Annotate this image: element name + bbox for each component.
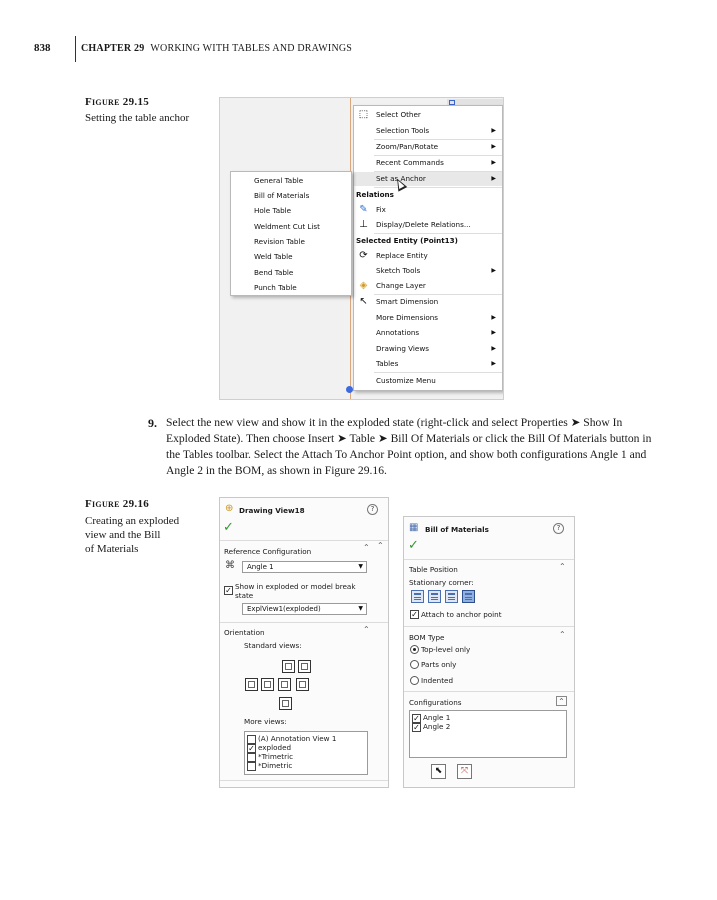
menu-item-sketch-tools[interactable]: Sketch Tools ▶ bbox=[354, 264, 502, 278]
menu-separator bbox=[374, 372, 502, 373]
divider bbox=[220, 622, 388, 623]
chevron-right-icon: ▶ bbox=[491, 159, 496, 166]
fix-icon: ✎ bbox=[359, 204, 368, 215]
bom-icon: ▦ bbox=[409, 522, 419, 533]
figure-label: Figure 29.15 bbox=[85, 96, 150, 108]
configuration-icon: ⌘ bbox=[225, 560, 235, 571]
divider bbox=[404, 691, 574, 692]
view-front-button[interactable] bbox=[282, 660, 295, 673]
bill-of-materials-panel bbox=[403, 516, 575, 788]
config-item: Angle 2 bbox=[423, 722, 451, 731]
config-checkbox-angle-1[interactable]: ✓ bbox=[413, 714, 420, 723]
chevron-right-icon: ▶ bbox=[491, 127, 496, 134]
menu-item-set-as-anchor[interactable]: Set as Anchor ▶ bbox=[354, 172, 502, 186]
corner-bottom-left-button[interactable] bbox=[445, 590, 458, 603]
chevron-right-icon: ▶ bbox=[491, 345, 496, 352]
standard-views-label: Standard views: bbox=[244, 641, 302, 650]
chevron-right-icon: ▶ bbox=[491, 329, 496, 336]
collapse-chevron-icon[interactable]: ⌃ bbox=[363, 543, 370, 552]
menu-item-display-delete-relations[interactable]: ⊥ Display/Delete Relations... bbox=[354, 218, 502, 232]
menu-item-fix[interactable]: ✎ Fix bbox=[354, 203, 502, 217]
smart-dimension-icon: ↖ bbox=[359, 296, 368, 307]
page-number: 838 bbox=[34, 42, 51, 54]
step-number: 9. bbox=[148, 416, 157, 430]
submenu-item-revision-table[interactable]: Revision Table bbox=[254, 237, 305, 246]
corner-bottom-right-button[interactable] bbox=[462, 590, 475, 603]
view-back-button[interactable] bbox=[279, 697, 292, 710]
attach-anchor-checkbox[interactable]: ✓ bbox=[411, 610, 418, 619]
collapse-chevron-icon[interactable]: ⌃ bbox=[363, 625, 370, 634]
ok-check-icon[interactable]: ✓ bbox=[223, 520, 234, 535]
menu-item-zoom-pan-rotate[interactable]: Zoom/Pan/Rotate ▶ bbox=[354, 140, 502, 154]
chevron-right-icon: ▶ bbox=[491, 360, 496, 367]
more-view-item: exploded bbox=[258, 743, 292, 752]
help-icon[interactable]: ? bbox=[553, 523, 564, 534]
menu-item-more-dimensions[interactable]: More Dimensions ▶ bbox=[354, 311, 502, 325]
divider bbox=[404, 626, 574, 627]
divider bbox=[220, 540, 388, 541]
submenu-item-bend-table[interactable]: Bend Table bbox=[254, 268, 294, 277]
help-icon[interactable]: ? bbox=[367, 504, 378, 515]
menu-item-drawing-views[interactable]: Drawing Views ▶ bbox=[354, 342, 502, 356]
chevron-right-icon: ▶ bbox=[491, 267, 496, 274]
menu-item-change-layer[interactable]: ◈ Change Layer bbox=[354, 279, 502, 293]
section-orientation: Orientation bbox=[224, 628, 265, 637]
corner-top-right-button[interactable] bbox=[428, 590, 441, 603]
radio-parts-only[interactable] bbox=[410, 660, 419, 669]
more-view-item: *Dimetric bbox=[258, 761, 293, 770]
stationary-corner-label: Stationary corner: bbox=[409, 578, 474, 587]
menu-section-selected-entity: Selected Entity (Point13) bbox=[356, 236, 458, 245]
more-views-label: More views: bbox=[244, 717, 287, 726]
menu-item-select-other[interactable]: ⬚ Select Other bbox=[358, 109, 421, 120]
configurations-list bbox=[409, 710, 567, 758]
scroll-up-icon[interactable]: ⌃ bbox=[377, 541, 384, 550]
ok-check-icon[interactable]: ✓ bbox=[408, 538, 419, 553]
anchor-point-handle[interactable] bbox=[346, 386, 353, 393]
set-anchor-screenshot bbox=[219, 97, 504, 400]
collapse-chevron-icon[interactable]: ⌃ bbox=[559, 562, 566, 571]
submenu-item-punch-table[interactable]: Punch Table bbox=[254, 283, 297, 292]
collapse-chevron-icon[interactable]: ⌃ bbox=[559, 630, 566, 639]
radio-label: Indented bbox=[421, 676, 454, 685]
attach-anchor-label: Attach to anchor point bbox=[421, 610, 502, 619]
panel-title: Drawing View18 bbox=[239, 506, 305, 515]
menu-item-smart-dimension[interactable]: ↖ Smart Dimension bbox=[354, 295, 502, 309]
divider bbox=[404, 559, 574, 560]
figure-caption: Setting the table anchor bbox=[85, 112, 190, 124]
more-view-checkbox[interactable] bbox=[247, 735, 256, 744]
view-right-button[interactable] bbox=[278, 678, 291, 691]
chevron-right-icon: ▶ bbox=[491, 175, 496, 182]
submenu-item-hole-table[interactable]: Hole Table bbox=[254, 206, 292, 215]
more-view-item: (A) Annotation View 1 bbox=[258, 734, 337, 743]
section-configurations: Configurations bbox=[409, 698, 462, 707]
view-top-button[interactable] bbox=[261, 678, 274, 691]
chapter-label: CHAPTER 29 bbox=[81, 43, 145, 54]
submenu-item-general-table[interactable]: General Table bbox=[254, 176, 304, 185]
panel-title: Bill of Materials bbox=[425, 525, 489, 534]
context-menu bbox=[353, 105, 503, 391]
menu-section-relations: Relations bbox=[356, 190, 394, 199]
view-isometric-button[interactable] bbox=[298, 660, 311, 673]
config-checkbox-angle-2[interactable]: ✓ bbox=[413, 723, 420, 732]
menu-item-selection-tools[interactable]: Selection Tools ▶ bbox=[354, 124, 502, 138]
replace-entity-icon: ⟳ bbox=[359, 250, 368, 261]
chapter-title: WORKING WITH TABLES AND DRAWINGS bbox=[150, 43, 353, 54]
exploded-config-select[interactable]: ExplView1(exploded) ▼ bbox=[242, 603, 367, 615]
select-other-icon: ⬚ bbox=[358, 109, 369, 120]
show-exploded-label-line1: Show in exploded or model break bbox=[235, 582, 356, 591]
anchor-submenu bbox=[230, 171, 352, 296]
show-exploded-checkbox[interactable]: ✓ bbox=[225, 586, 232, 595]
chevron-down-icon: ▼ bbox=[358, 605, 363, 612]
view-left-button[interactable] bbox=[245, 678, 258, 691]
more-view-checkbox[interactable] bbox=[247, 753, 256, 762]
menu-item-replace-entity[interactable]: ⟳ Replace Entity bbox=[354, 249, 502, 263]
more-view-checkbox[interactable] bbox=[247, 762, 256, 771]
relations-icon: ⊥ bbox=[359, 219, 368, 230]
config-item: Angle 1 bbox=[423, 713, 451, 722]
radio-top-level-only[interactable] bbox=[410, 645, 419, 654]
drawing-view-icon: ⊕ bbox=[225, 503, 234, 514]
submenu-item-weld-table[interactable]: Weld Table bbox=[254, 252, 293, 261]
divider bbox=[220, 780, 388, 781]
drawing-view-panel bbox=[219, 497, 389, 788]
chevron-right-icon: ▶ bbox=[491, 314, 496, 321]
configuration-select[interactable]: Angle 1 ▼ bbox=[242, 561, 367, 573]
select-cursor-icon[interactable]: ⬉ bbox=[431, 764, 446, 779]
more-views-list bbox=[244, 731, 368, 775]
menu-item-tables[interactable]: Tables ▶ bbox=[354, 357, 502, 371]
submenu-item-bill-of-materials[interactable]: Bill of Materials bbox=[254, 191, 310, 200]
show-exploded-label-line2: state bbox=[235, 591, 254, 600]
view-bottom-button[interactable] bbox=[296, 678, 309, 691]
more-view-checkbox[interactable]: ✓ bbox=[248, 744, 255, 753]
menu-item-annotations[interactable]: Annotations ▶ bbox=[354, 326, 502, 340]
header-rule bbox=[75, 36, 76, 62]
step-text: Select the new view and show it in the exploded state (right-click and select Properties ➤ Show In Exploded State). Then choose Insert ➤ Table ➤ Bill Of Materials or click the Bill Of Materials button in the Tables toolbar. Select the Attach To Anchor Point option, and show both configurations Angle 1 and Angle 2 in the BOM, as shown in Figure 29.16. bbox=[166, 416, 652, 477]
radio-label: Top-level only bbox=[421, 645, 471, 654]
section-reference-configuration: Reference Configuration bbox=[224, 547, 312, 556]
deselect-cursor-icon[interactable]: ⤧ bbox=[457, 764, 472, 779]
more-view-item: *Trimetric bbox=[258, 752, 294, 761]
corner-top-left-button[interactable] bbox=[411, 590, 424, 603]
radio-label: Parts only bbox=[421, 660, 457, 669]
figure-caption: Creating an exploded view and the Bill of Materials bbox=[85, 515, 180, 555]
chevron-down-icon: ▼ bbox=[358, 563, 363, 570]
collapse-chevron-icon[interactable]: ⌃ bbox=[556, 696, 567, 706]
layer-icon: ◈ bbox=[359, 280, 368, 291]
running-header bbox=[81, 43, 352, 54]
section-bom-type: BOM Type bbox=[409, 633, 445, 642]
menu-item-customize-menu[interactable]: Customize Menu bbox=[376, 376, 436, 385]
submenu-item-weldment-cut-list[interactable]: Weldment Cut List bbox=[254, 222, 320, 231]
chevron-right-icon: ▶ bbox=[491, 143, 496, 150]
menu-item-recent-commands[interactable]: Recent Commands ▶ bbox=[354, 156, 502, 170]
radio-indented[interactable] bbox=[410, 676, 419, 685]
section-table-position: Table Position bbox=[409, 565, 458, 574]
figure-label: Figure 29.16 bbox=[85, 498, 150, 510]
